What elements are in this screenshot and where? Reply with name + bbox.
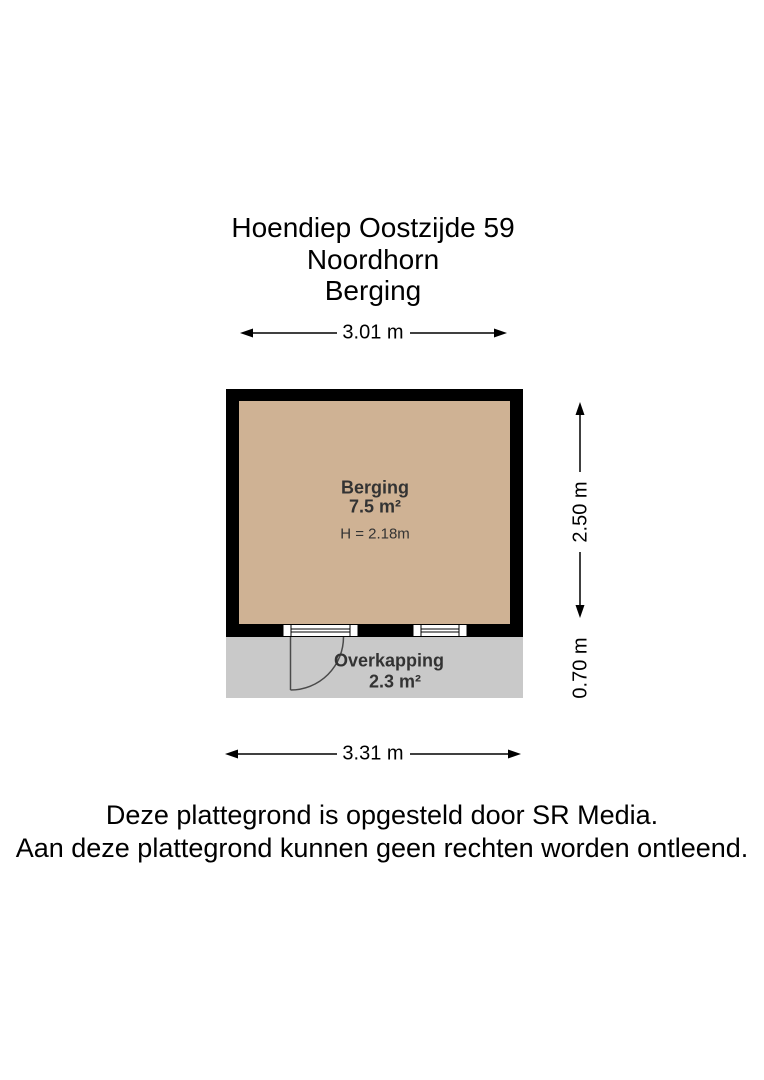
title-address: Hoendiep Oostzijde 59	[231, 212, 515, 243]
dimension-label-bottom: 3.31 m	[342, 742, 404, 765]
dimension-label-overhang-depth: 0.70 m	[569, 637, 592, 699]
title-floor: Berging	[324, 275, 422, 306]
title-city: Noordhorn	[306, 243, 440, 275]
room-label-berging: Berging	[340, 477, 410, 498]
door-frame	[283, 625, 358, 637]
dimension-label-side: 2.50 m	[569, 481, 592, 543]
room-ceiling-height: H = 2.18m	[340, 525, 410, 543]
disclaimer-line1: Deze plattegrond is opgesteld door SR Media.	[105, 800, 659, 830]
dimension-label-top: 3.01 m	[342, 321, 404, 344]
room-label-overkapping: Overkapping	[333, 650, 445, 671]
room-area-berging: 7.5 m²	[348, 496, 402, 517]
disclaimer	[16, 799, 749, 865]
window-frame	[413, 625, 467, 637]
room-area-overkapping: 2.3 m²	[368, 671, 422, 692]
disclaimer-line2: Aan deze plattegrond kunnen geen rechten worden ontleend.	[15, 833, 749, 863]
